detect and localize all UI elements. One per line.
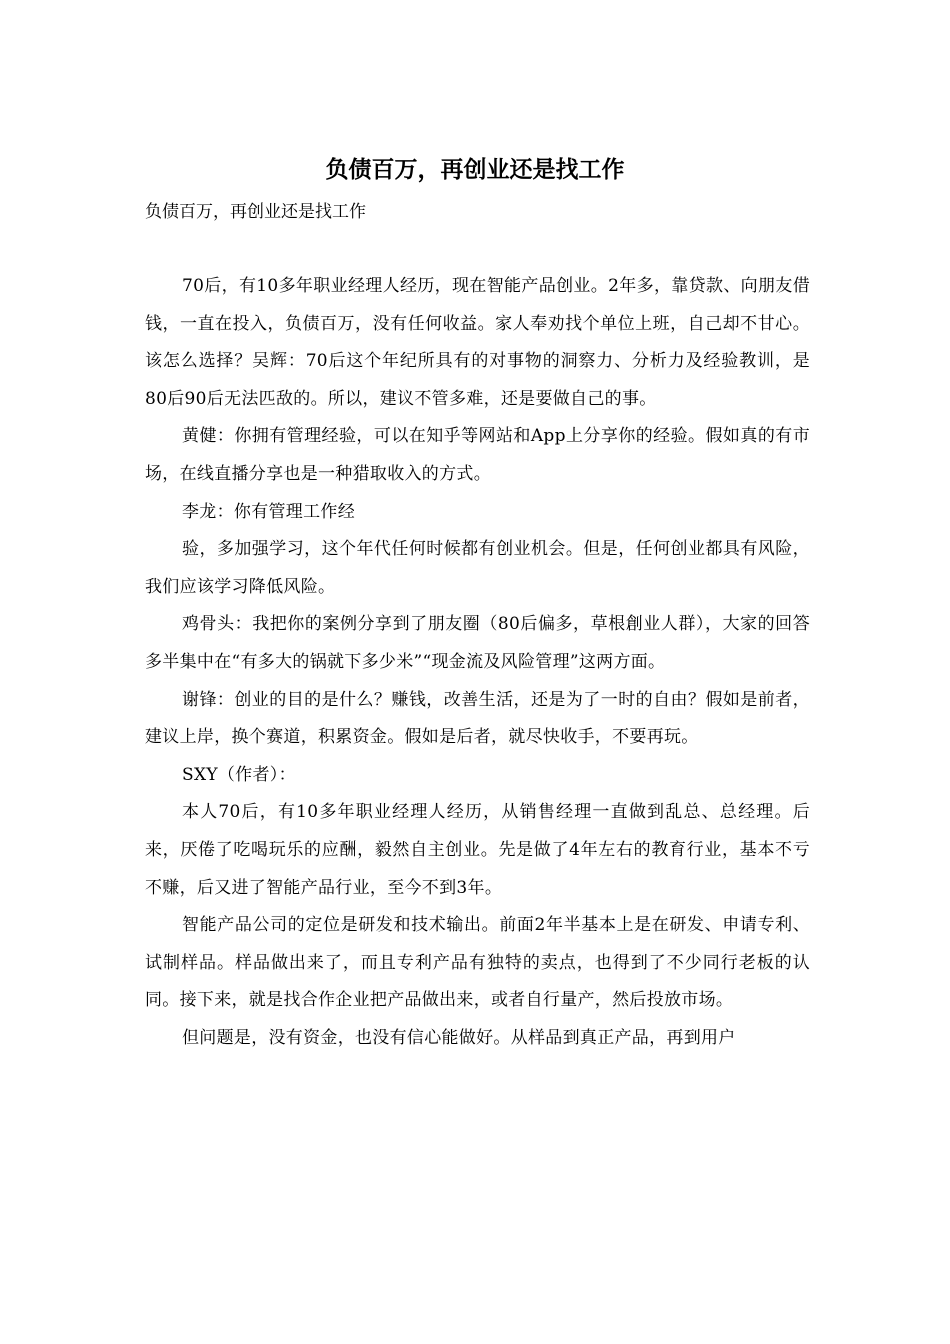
paragraph-author-background: 本人70后，有10多年职业经理人经历，从销售经理一直做到乱总、总经理。后来，厌倦了吃喝玩乐的应酬，毅然自主创业。先是做了4年左右的教育行业，基本不亏不赚，后又进了智能产品行业，至今不到3年。 — [145, 802, 810, 898]
paragraph-intro: 70后，有10多年职业经理人经历，现在智能产品创业。2年多，靠贷款、向朋友借钱，一直在投入，负债百万，没有任何收益。家人奉劝找个单位上班，自己却不甘心。该怎么选择？吴辉：70后这个年纪所具有的对事物的洞察力、分析力及经验教训，是80后90后无法匹敌的。所以，建议不管多难，还是要做自己的事。 — [145, 276, 810, 409]
paragraph-xie-feng: 谢锋：创业的目的是什么？赚钱，改善生活，还是为了一时的自由？假如是前者，建议上岸，换个赛道，积累资金。假如是后者，就尽快收手，不要再玩。 — [145, 689, 810, 748]
paragraph-ji-gu-tou: 鸡骨头：我把你的案例分享到了朋友圈（80后偏多，草根創业人群），大家的回答多半集中在“有多大的锅就下多少米”“现金流及风险管理”这两方面。 — [145, 614, 810, 672]
document-body — [145, 268, 810, 1057]
paragraph-li-long-cont: 验，多加强学习，这个年代任何时候都有创业机会。但是，任何创业都具有风险，我们应该学习降低风险。 — [145, 539, 810, 597]
document-subtitle: 负债百万，再创业还是找工作 — [145, 202, 366, 222]
paragraph-product-positioning: 智能产品公司的定位是研发和技术输出。前面2年半基本上是在研发、申请专利、试制样品。样品做出来了，而且专利产品有独特的卖点，也得到了不少同行老板的认同。接下来，就是找合作企业把产品做出来，或者自行量产，然后投放市场。 — [145, 915, 810, 1011]
paragraph-li-long: 李龙：你有管理工作经 — [182, 501, 355, 522]
paragraph-author-heading: SXY（作者）： — [182, 764, 296, 785]
paragraph-huang-jian: 黄健：你拥有管理经验，可以在知乎等网站和App上分享你的经验。假如真的有市场，在线直播分享也是一种猎取收入的方式。 — [145, 426, 810, 484]
document-title: 负债百万，再创业还是找工作 — [325, 156, 625, 183]
paragraph-problem: 但问题是，没有资金，也没有信心能做好。从样品到真正产品，再到用户 — [182, 1027, 736, 1048]
